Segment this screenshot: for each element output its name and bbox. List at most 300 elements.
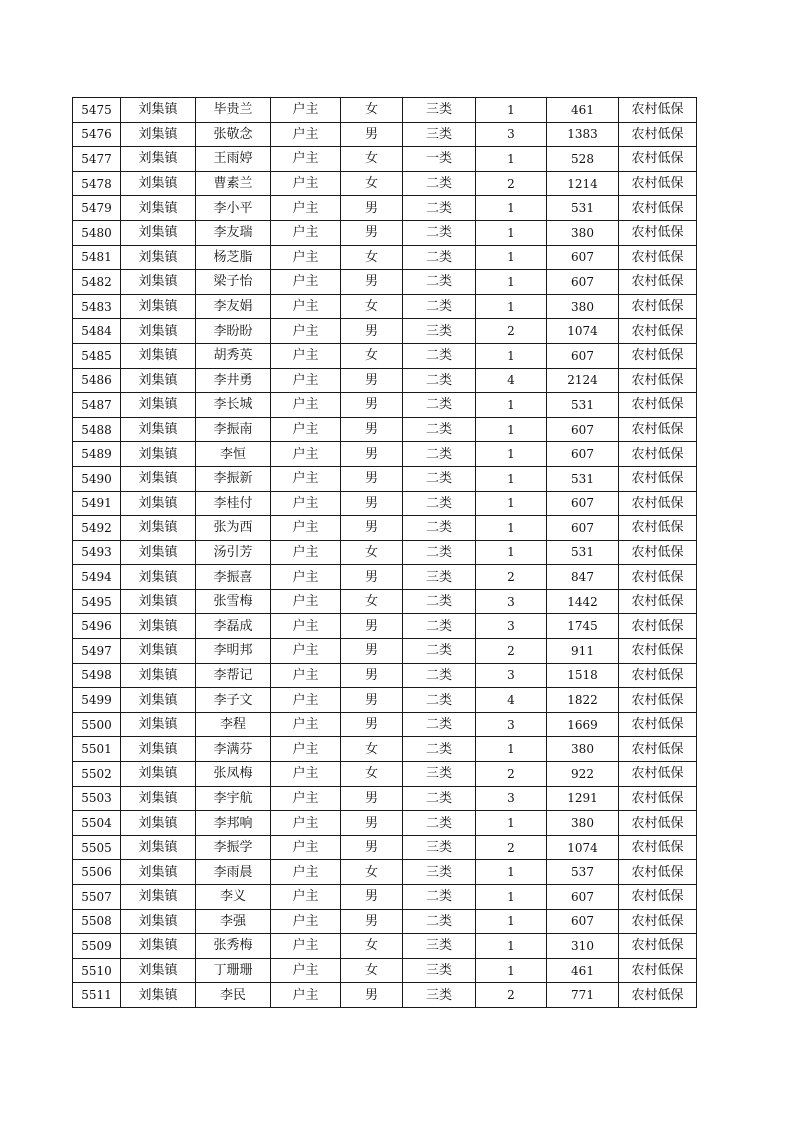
serial-number-cell: 5488	[73, 417, 121, 442]
household-size-cell: 1	[476, 860, 547, 885]
relation-cell: 户主	[271, 393, 341, 418]
town-cell: 刘集镇	[121, 737, 196, 762]
household-size-cell: 1	[476, 516, 547, 541]
relation-cell: 户主	[271, 245, 341, 270]
gender-cell: 男	[341, 393, 403, 418]
town-cell: 刘集镇	[121, 565, 196, 590]
assistance-type-cell: 农村低保	[619, 565, 697, 590]
relation-cell: 户主	[271, 589, 341, 614]
town-cell: 刘集镇	[121, 343, 196, 368]
relation-cell: 户主	[271, 663, 341, 688]
town-cell: 刘集镇	[121, 393, 196, 418]
amount-cell: 607	[547, 270, 619, 295]
category-cell: 二类	[403, 442, 476, 467]
serial-number-cell: 5499	[73, 688, 121, 713]
town-cell: 刘集镇	[121, 245, 196, 270]
serial-number-cell: 5477	[73, 147, 121, 172]
gender-cell: 男	[341, 122, 403, 147]
relation-cell: 户主	[271, 417, 341, 442]
gender-cell: 男	[341, 565, 403, 590]
household-size-cell: 2	[476, 565, 547, 590]
relation-cell: 户主	[271, 294, 341, 319]
amount-cell: 1442	[547, 589, 619, 614]
serial-number-cell: 5490	[73, 466, 121, 491]
table-row	[73, 466, 697, 491]
assistance-type-cell: 农村低保	[619, 294, 697, 319]
amount-cell: 531	[547, 540, 619, 565]
relation-cell: 户主	[271, 565, 341, 590]
household-size-cell: 4	[476, 368, 547, 393]
table-row	[73, 860, 697, 885]
serial-number-cell: 5501	[73, 737, 121, 762]
amount-cell: 531	[547, 196, 619, 221]
serial-number-cell: 5491	[73, 491, 121, 516]
relation-cell: 户主	[271, 196, 341, 221]
assistance-type-cell: 农村低保	[619, 442, 697, 467]
amount-cell: 1074	[547, 835, 619, 860]
relation-cell: 户主	[271, 491, 341, 516]
assistance-type-cell: 农村低保	[619, 491, 697, 516]
serial-number-cell: 5480	[73, 220, 121, 245]
household-size-cell: 1	[476, 934, 547, 959]
serial-number-cell: 5475	[73, 98, 121, 123]
relation-cell: 户主	[271, 442, 341, 467]
town-cell: 刘集镇	[121, 540, 196, 565]
serial-number-cell: 5502	[73, 762, 121, 787]
category-cell: 二类	[403, 909, 476, 934]
table-row	[73, 393, 697, 418]
name-cell: 李振新	[196, 466, 271, 491]
assistance-type-cell: 农村低保	[619, 393, 697, 418]
amount-cell: 847	[547, 565, 619, 590]
relation-cell: 户主	[271, 171, 341, 196]
town-cell: 刘集镇	[121, 98, 196, 123]
relation-cell: 户主	[271, 220, 341, 245]
name-cell: 李友娟	[196, 294, 271, 319]
amount-cell: 607	[547, 343, 619, 368]
assistance-type-cell: 农村低保	[619, 983, 697, 1008]
gender-cell: 男	[341, 712, 403, 737]
table-row	[73, 98, 697, 123]
assistance-type-cell: 农村低保	[619, 909, 697, 934]
amount-cell: 607	[547, 491, 619, 516]
amount-cell: 1518	[547, 663, 619, 688]
gender-cell: 男	[341, 466, 403, 491]
category-cell: 二类	[403, 220, 476, 245]
amount-cell: 1822	[547, 688, 619, 713]
town-cell: 刘集镇	[121, 319, 196, 344]
name-cell: 杨芝脂	[196, 245, 271, 270]
category-cell: 三类	[403, 983, 476, 1008]
amount-cell: 380	[547, 294, 619, 319]
amount-cell: 607	[547, 417, 619, 442]
assistance-type-cell: 农村低保	[619, 958, 697, 983]
serial-number-cell: 5510	[73, 958, 121, 983]
serial-number-cell: 5508	[73, 909, 121, 934]
household-size-cell: 1	[476, 98, 547, 123]
town-cell: 刘集镇	[121, 983, 196, 1008]
relation-cell: 户主	[271, 98, 341, 123]
name-cell: 李义	[196, 885, 271, 910]
table-row	[73, 245, 697, 270]
table-row	[73, 319, 697, 344]
name-cell: 李民	[196, 983, 271, 1008]
town-cell: 刘集镇	[121, 589, 196, 614]
relation-cell: 户主	[271, 147, 341, 172]
category-cell: 三类	[403, 835, 476, 860]
gender-cell: 男	[341, 983, 403, 1008]
assistance-type-cell: 农村低保	[619, 122, 697, 147]
household-size-cell: 3	[476, 614, 547, 639]
category-cell: 三类	[403, 860, 476, 885]
category-cell: 二类	[403, 294, 476, 319]
name-cell: 张为西	[196, 516, 271, 541]
table-row	[73, 958, 697, 983]
relation-cell: 户主	[271, 368, 341, 393]
relation-cell: 户主	[271, 811, 341, 836]
gender-cell: 男	[341, 442, 403, 467]
category-cell: 三类	[403, 122, 476, 147]
gender-cell: 男	[341, 835, 403, 860]
assistance-type-cell: 农村低保	[619, 343, 697, 368]
amount-cell: 310	[547, 934, 619, 959]
household-size-cell: 1	[476, 909, 547, 934]
gender-cell: 男	[341, 270, 403, 295]
assistance-type-cell: 农村低保	[619, 860, 697, 885]
name-cell: 李恒	[196, 442, 271, 467]
table-row	[73, 786, 697, 811]
gender-cell: 女	[341, 98, 403, 123]
household-size-cell: 1	[476, 196, 547, 221]
amount-cell: 537	[547, 860, 619, 885]
household-size-cell: 1	[476, 147, 547, 172]
household-size-cell: 2	[476, 835, 547, 860]
category-cell: 二类	[403, 270, 476, 295]
table-row	[73, 294, 697, 319]
household-size-cell: 1	[476, 540, 547, 565]
serial-number-cell: 5484	[73, 319, 121, 344]
gender-cell: 女	[341, 343, 403, 368]
name-cell: 李宇航	[196, 786, 271, 811]
town-cell: 刘集镇	[121, 614, 196, 639]
gender-cell: 女	[341, 589, 403, 614]
amount-cell: 1745	[547, 614, 619, 639]
serial-number-cell: 5478	[73, 171, 121, 196]
category-cell: 二类	[403, 639, 476, 664]
category-cell: 二类	[403, 712, 476, 737]
gender-cell: 男	[341, 491, 403, 516]
household-size-cell: 4	[476, 688, 547, 713]
gender-cell: 男	[341, 909, 403, 934]
category-cell: 二类	[403, 786, 476, 811]
name-cell: 李长城	[196, 393, 271, 418]
assistance-type-cell: 农村低保	[619, 540, 697, 565]
name-cell: 梁子怡	[196, 270, 271, 295]
assistance-type-cell: 农村低保	[619, 245, 697, 270]
gender-cell: 男	[341, 516, 403, 541]
serial-number-cell: 5483	[73, 294, 121, 319]
assistance-type-cell: 农村低保	[619, 934, 697, 959]
town-cell: 刘集镇	[121, 663, 196, 688]
name-cell: 李友瑞	[196, 220, 271, 245]
household-size-cell: 3	[476, 786, 547, 811]
assistance-type-cell: 农村低保	[619, 516, 697, 541]
household-size-cell: 2	[476, 762, 547, 787]
household-size-cell: 2	[476, 639, 547, 664]
gender-cell: 女	[341, 737, 403, 762]
household-size-cell: 1	[476, 958, 547, 983]
serial-number-cell: 5498	[73, 663, 121, 688]
household-size-cell: 1	[476, 245, 547, 270]
town-cell: 刘集镇	[121, 958, 196, 983]
gender-cell: 男	[341, 319, 403, 344]
assistance-type-cell: 农村低保	[619, 589, 697, 614]
serial-number-cell: 5509	[73, 934, 121, 959]
table-row	[73, 909, 697, 934]
table-row	[73, 270, 697, 295]
assistance-type-cell: 农村低保	[619, 220, 697, 245]
table-row	[73, 171, 697, 196]
serial-number-cell: 5489	[73, 442, 121, 467]
name-cell: 李强	[196, 909, 271, 934]
relation-cell: 户主	[271, 122, 341, 147]
name-cell: 张秀梅	[196, 934, 271, 959]
name-cell: 李帮记	[196, 663, 271, 688]
gender-cell: 女	[341, 762, 403, 787]
serial-number-cell: 5511	[73, 983, 121, 1008]
name-cell: 毕贵兰	[196, 98, 271, 123]
amount-cell: 771	[547, 983, 619, 1008]
assistance-type-cell: 农村低保	[619, 712, 697, 737]
assistance-type-cell: 农村低保	[619, 663, 697, 688]
town-cell: 刘集镇	[121, 196, 196, 221]
amount-cell: 922	[547, 762, 619, 787]
relation-cell: 户主	[271, 860, 341, 885]
table-row	[73, 614, 697, 639]
serial-number-cell: 5497	[73, 639, 121, 664]
serial-number-cell: 5481	[73, 245, 121, 270]
town-cell: 刘集镇	[121, 122, 196, 147]
assistance-type-cell: 农村低保	[619, 737, 697, 762]
name-cell: 李子文	[196, 688, 271, 713]
household-size-cell: 1	[476, 393, 547, 418]
amount-cell: 1291	[547, 786, 619, 811]
relation-cell: 户主	[271, 639, 341, 664]
household-size-cell: 1	[476, 491, 547, 516]
name-cell: 李井勇	[196, 368, 271, 393]
serial-number-cell: 5493	[73, 540, 121, 565]
name-cell: 李桂付	[196, 491, 271, 516]
name-cell: 李邦响	[196, 811, 271, 836]
household-size-cell: 1	[476, 466, 547, 491]
relation-cell: 户主	[271, 614, 341, 639]
relation-cell: 户主	[271, 958, 341, 983]
amount-cell: 531	[547, 466, 619, 491]
assistance-type-cell: 农村低保	[619, 171, 697, 196]
category-cell: 二类	[403, 196, 476, 221]
relation-cell: 户主	[271, 762, 341, 787]
name-cell: 曹素兰	[196, 171, 271, 196]
data-table	[72, 97, 697, 1008]
table-row	[73, 147, 697, 172]
amount-cell: 1074	[547, 319, 619, 344]
category-cell: 二类	[403, 614, 476, 639]
household-size-cell: 1	[476, 737, 547, 762]
table-row	[73, 811, 697, 836]
relation-cell: 户主	[271, 786, 341, 811]
table-row	[73, 540, 697, 565]
amount-cell: 380	[547, 220, 619, 245]
serial-number-cell: 5504	[73, 811, 121, 836]
assistance-type-cell: 农村低保	[619, 762, 697, 787]
gender-cell: 女	[341, 958, 403, 983]
category-cell: 二类	[403, 368, 476, 393]
town-cell: 刘集镇	[121, 466, 196, 491]
amount-cell: 607	[547, 885, 619, 910]
gender-cell: 男	[341, 786, 403, 811]
name-cell: 李满芬	[196, 737, 271, 762]
serial-number-cell: 5476	[73, 122, 121, 147]
household-size-cell: 3	[476, 663, 547, 688]
relation-cell: 户主	[271, 983, 341, 1008]
gender-cell: 男	[341, 614, 403, 639]
assistance-type-cell: 农村低保	[619, 98, 697, 123]
category-cell: 二类	[403, 811, 476, 836]
town-cell: 刘集镇	[121, 762, 196, 787]
name-cell: 汤引芳	[196, 540, 271, 565]
category-cell: 二类	[403, 540, 476, 565]
category-cell: 三类	[403, 98, 476, 123]
household-size-cell: 1	[476, 885, 547, 910]
town-cell: 刘集镇	[121, 688, 196, 713]
name-cell: 张凤梅	[196, 762, 271, 787]
household-size-cell: 2	[476, 319, 547, 344]
category-cell: 二类	[403, 466, 476, 491]
table-row	[73, 516, 697, 541]
town-cell: 刘集镇	[121, 516, 196, 541]
assistance-type-cell: 农村低保	[619, 835, 697, 860]
table-row	[73, 491, 697, 516]
category-cell: 二类	[403, 343, 476, 368]
household-size-cell: 2	[476, 983, 547, 1008]
serial-number-cell: 5494	[73, 565, 121, 590]
name-cell: 李振南	[196, 417, 271, 442]
assistance-type-cell: 农村低保	[619, 270, 697, 295]
name-cell: 胡秀英	[196, 343, 271, 368]
serial-number-cell: 5479	[73, 196, 121, 221]
category-cell: 二类	[403, 417, 476, 442]
table-row	[73, 343, 697, 368]
town-cell: 刘集镇	[121, 368, 196, 393]
relation-cell: 户主	[271, 712, 341, 737]
table-row	[73, 196, 697, 221]
assistance-type-cell: 农村低保	[619, 319, 697, 344]
gender-cell: 男	[341, 688, 403, 713]
household-size-cell: 1	[476, 343, 547, 368]
amount-cell: 607	[547, 909, 619, 934]
table-row	[73, 589, 697, 614]
table-row	[73, 368, 697, 393]
table-row	[73, 417, 697, 442]
amount-cell: 531	[547, 393, 619, 418]
gender-cell: 女	[341, 171, 403, 196]
gender-cell: 女	[341, 860, 403, 885]
table-row	[73, 885, 697, 910]
name-cell: 李小平	[196, 196, 271, 221]
table-row	[73, 442, 697, 467]
assistance-type-cell: 农村低保	[619, 417, 697, 442]
serial-number-cell: 5485	[73, 343, 121, 368]
category-cell: 二类	[403, 171, 476, 196]
category-cell: 二类	[403, 393, 476, 418]
gender-cell: 男	[341, 811, 403, 836]
table-row	[73, 712, 697, 737]
town-cell: 刘集镇	[121, 811, 196, 836]
town-cell: 刘集镇	[121, 147, 196, 172]
category-cell: 二类	[403, 737, 476, 762]
table-row	[73, 663, 697, 688]
name-cell: 李振学	[196, 835, 271, 860]
serial-number-cell: 5495	[73, 589, 121, 614]
gender-cell: 男	[341, 368, 403, 393]
relation-cell: 户主	[271, 737, 341, 762]
name-cell: 张雪梅	[196, 589, 271, 614]
relation-cell: 户主	[271, 270, 341, 295]
assistance-type-cell: 农村低保	[619, 885, 697, 910]
household-size-cell: 2	[476, 171, 547, 196]
amount-cell: 380	[547, 811, 619, 836]
category-cell: 三类	[403, 958, 476, 983]
serial-number-cell: 5500	[73, 712, 121, 737]
gender-cell: 女	[341, 294, 403, 319]
category-cell: 二类	[403, 688, 476, 713]
category-cell: 三类	[403, 319, 476, 344]
category-cell: 二类	[403, 491, 476, 516]
town-cell: 刘集镇	[121, 639, 196, 664]
household-size-cell: 1	[476, 294, 547, 319]
name-cell: 王雨婷	[196, 147, 271, 172]
category-cell: 三类	[403, 762, 476, 787]
household-size-cell: 1	[476, 442, 547, 467]
name-cell: 李明邦	[196, 639, 271, 664]
town-cell: 刘集镇	[121, 835, 196, 860]
gender-cell: 女	[341, 540, 403, 565]
amount-cell: 380	[547, 737, 619, 762]
relation-cell: 户主	[271, 319, 341, 344]
category-cell: 二类	[403, 516, 476, 541]
gender-cell: 男	[341, 196, 403, 221]
town-cell: 刘集镇	[121, 786, 196, 811]
town-cell: 刘集镇	[121, 270, 196, 295]
town-cell: 刘集镇	[121, 491, 196, 516]
household-size-cell: 1	[476, 220, 547, 245]
household-size-cell: 1	[476, 811, 547, 836]
serial-number-cell: 5492	[73, 516, 121, 541]
name-cell: 李磊成	[196, 614, 271, 639]
category-cell: 一类	[403, 147, 476, 172]
amount-cell: 2124	[547, 368, 619, 393]
category-cell: 二类	[403, 589, 476, 614]
amount-cell: 461	[547, 98, 619, 123]
assistance-type-cell: 农村低保	[619, 614, 697, 639]
relation-cell: 户主	[271, 466, 341, 491]
assistance-type-cell: 农村低保	[619, 368, 697, 393]
table-row	[73, 122, 697, 147]
name-cell: 李振喜	[196, 565, 271, 590]
table-row	[73, 688, 697, 713]
gender-cell: 男	[341, 417, 403, 442]
amount-cell: 1214	[547, 171, 619, 196]
